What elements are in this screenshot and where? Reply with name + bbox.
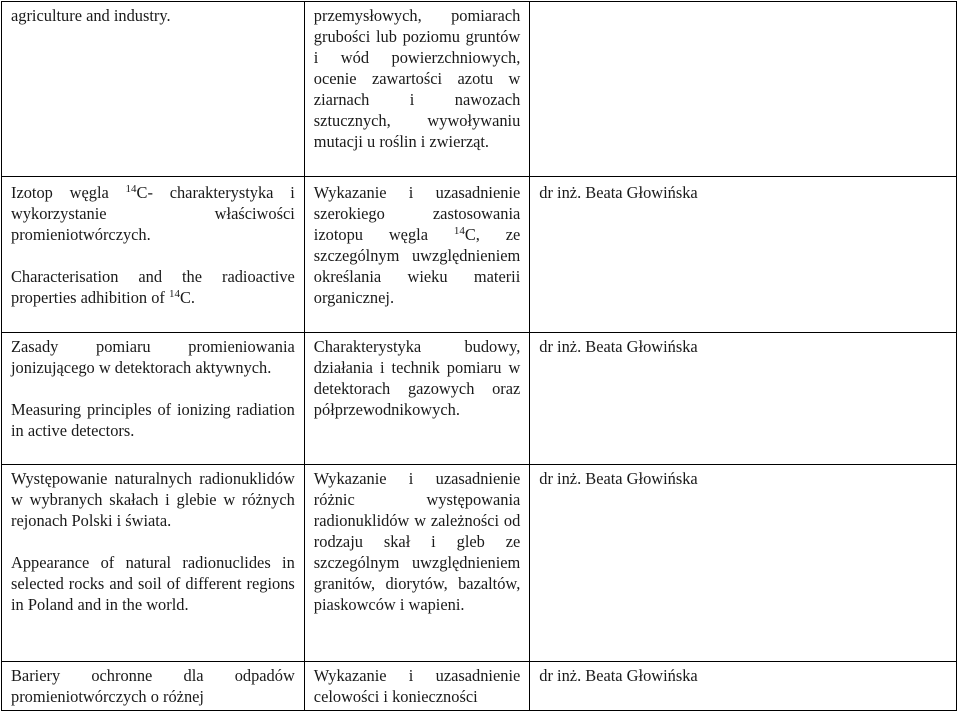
table-row [2, 333, 957, 465]
table-row [2, 465, 957, 662]
topic-description: przemysłowych, pomiarach grubości lub poziomu gruntów i wód powierzchniowych, ocenie zawartości azotu w ziarnach i nawozach sztucznych, wywoływaniu mutacji u roślin i zwierząt. [313, 6, 521, 151]
topic-title-en: Measuring principles of ionizing radiation in active detectors. [11, 400, 295, 440]
author-cell [530, 465, 957, 662]
supervisor-name: dr inż. Beata Głowińska [539, 337, 698, 356]
topic-title-pl: Zasady pomiaru promieniowania jonizującego w detektorach aktywnych. [11, 337, 295, 377]
topic-description: Wykazanie i uzasadnienie celowości i konieczności [313, 666, 521, 706]
topic-cell [2, 177, 305, 333]
author-cell [530, 662, 957, 711]
table-row [2, 2, 957, 177]
topic-cell [2, 465, 305, 662]
topic-title-en: Characterisation and the radioactive properties adhibition of $^{14}$C. [11, 267, 295, 307]
topic-title-pl: Występowanie naturalnych radionuklidów w wybranych skałach i glebie w różnych rejonach Polski i świata. [11, 469, 295, 530]
supervisor-name: dr inż. Beata Głowińska [539, 469, 698, 488]
table-row [2, 662, 957, 711]
topic-cell [2, 662, 305, 711]
topic-title-pl: Bariery ochronne dla odpadów promieniotwórczych o różnej [11, 666, 295, 706]
topic-title-pl: Izotop węgla $^{14}$C- charakterystyka i wykorzystanie właściwości promieniotwórczych. [11, 183, 295, 244]
description-cell [304, 333, 530, 465]
supervisor-name: dr inż. Beata Głowińska [539, 183, 698, 202]
description-cell [304, 465, 530, 662]
topic-title-en: agriculture and industry. [11, 6, 171, 25]
topic-cell [2, 333, 305, 465]
description-cell [304, 177, 530, 333]
topic-description: Wykazanie i uzasadnienie różnic występowania radionuklidów w zależności od rodzaju skał i gleb ze szczególnym uwzględnieniem granitów, diorytów, bazaltów, piaskowców i wapieni. [313, 469, 521, 614]
table-row [2, 177, 957, 333]
supervisor-name: dr inż. Beata Głowińska [539, 666, 698, 685]
author-cell [530, 2, 957, 177]
topic-title-en: Appearance of natural radionuclides in selected rocks and soil of different regions in Poland and in the world. [11, 553, 295, 614]
author-cell [530, 333, 957, 465]
topic-cell [2, 2, 305, 177]
thesis-topics-table [1, 1, 957, 711]
topic-description: Wykazanie i uzasadnienie szerokiego zastosowania izotopu węgla $^{14}$C, ze szczególnym uwzględnieniem określania wieku materii organicznej. [313, 183, 521, 307]
description-cell [304, 662, 530, 711]
description-cell [304, 2, 530, 177]
author-cell [530, 177, 957, 333]
topic-description: Charakterystyka budowy, działania i technik pomiaru w detektorach gazowych oraz półprzewodnikowych. [313, 337, 521, 419]
